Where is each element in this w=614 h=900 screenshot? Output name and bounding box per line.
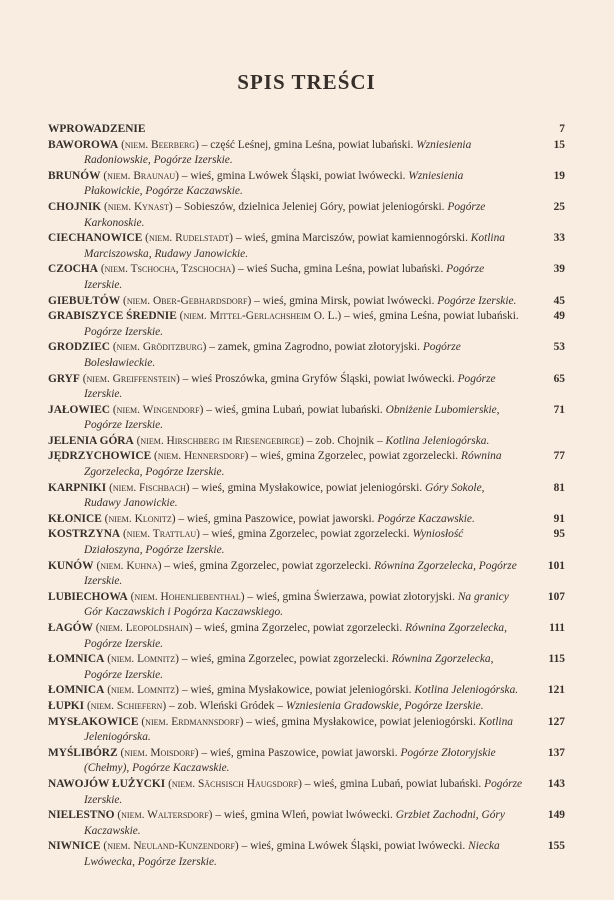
- toc-entry-description: – zob. Wleński Gródek –: [168, 699, 283, 712]
- toc-entry-name: CIECHANOWICE: [48, 232, 143, 245]
- toc-entry-text: [48, 746, 539, 777]
- toc-entry-region: Na granicy Gór Kaczawskich i Pogórza Kaczawskiego.: [84, 590, 509, 619]
- toc-entry-text: [48, 309, 539, 340]
- toc-entry-page-number: 111: [549, 622, 565, 634]
- toc-entry-description: – zob. Chojnik –: [306, 434, 383, 447]
- toc-entry-description: – wieś, gmina Paszowice, powiat jaworski.: [201, 746, 398, 759]
- toc-entry: [48, 839, 565, 870]
- toc-entry-region: Pogórze Kaczawskie.: [377, 512, 475, 525]
- toc-entry-german-name: (niem. Hohenliebenthal): [130, 590, 245, 603]
- toc-entry-name: GRABISZYCE ŚREDNIE: [48, 310, 177, 323]
- toc-entry-description: – zamek, gmina Zagrodno, powiat złotoryjski.: [209, 341, 420, 354]
- toc-entry-name: KUNÓW: [48, 559, 94, 572]
- toc-entry-name: JAŁOWIEC: [48, 403, 111, 416]
- toc-entry-name: GIEBUŁTÓW: [48, 294, 121, 307]
- toc-entry-region: Wzniesienia Gradowskie, Pogórze Izerskie.: [285, 699, 484, 712]
- toc-entry-page-number: 143: [547, 777, 565, 790]
- toc-entry-description: – wieś, gmina Leśna, powiat lubański.: [344, 310, 519, 323]
- toc-entry-name: JELENIA GÓRA: [48, 434, 134, 447]
- toc-entry-name: ŁAGÓW: [48, 622, 93, 634]
- toc-entry-description: – wieś, gmina Lubań, powiat lubański.: [206, 403, 383, 416]
- toc-entry: [48, 200, 565, 231]
- toc-entry-description: – część Leśnej, gmina Leśna, powiat lubański.: [201, 138, 414, 151]
- toc-entry-page-number: 101: [547, 559, 565, 572]
- toc-entry-page-number: 155: [547, 840, 565, 853]
- toc-entry: [48, 746, 565, 777]
- toc-entry: [48, 590, 565, 621]
- toc-entry: [48, 122, 565, 138]
- toc-entry-text: [48, 122, 539, 138]
- toc-entry-name: GRODZIEC: [48, 341, 111, 354]
- toc-entry-description: – wieś, gmina Paszowice, powiat jaworski.: [178, 512, 375, 525]
- toc-entry-text: [48, 372, 539, 403]
- toc-entry-german-name: (niem. Lomnitz): [107, 684, 179, 697]
- toc-entry-german-name: (niem. Neuland-Kunzendorf): [103, 840, 239, 853]
- toc-entry: [48, 527, 565, 558]
- toc-entry-region: Pogórze Złotoryjskie (Chełmy), Pogórze Kaczawskie.: [84, 746, 496, 775]
- toc-entry-name: ŁUPKI: [48, 699, 85, 712]
- toc-entry: [48, 699, 565, 715]
- toc-entry-german-name: (niem. Lomnitz): [107, 653, 179, 666]
- toc-entry-name: BAWOROWA: [48, 138, 119, 151]
- toc-entry: [48, 340, 565, 371]
- page-title: SPIS TREŚCI: [237, 70, 376, 94]
- toc-entry-region: Równina Zgorzelecka, Pogórze Izerskie.: [84, 559, 517, 588]
- toc-entry-description: – wieś, gmina Lwówek Śląski, powiat lwówecki.: [241, 840, 466, 853]
- toc-entry-text: [48, 512, 539, 528]
- toc-entry-region: Kotlina Jeleniogórska.: [385, 434, 490, 447]
- toc-entry-description: – wieś, gmina Zgorzelec, powiat zgorzelecki.: [202, 528, 410, 541]
- toc-entry-region: Wzniesienia Radoniowskie, Pogórze Izerskie.: [84, 138, 472, 167]
- toc-entry-german-name: (niem. Tschocha, Tzschocha): [100, 263, 236, 276]
- toc-entry-german-name: (niem. Kynast): [104, 200, 173, 213]
- toc-entry: [48, 652, 565, 683]
- toc-entry-region: Równina Zgorzelecka, Pogórze Izerskie.: [84, 653, 494, 681]
- toc-entry-text: [48, 138, 539, 169]
- toc-entry-german-name: (niem. Trattlau): [123, 528, 200, 541]
- toc-entry-name: KŁONICE: [48, 512, 102, 525]
- toc-entry-page-number: 137: [547, 746, 565, 759]
- toc-entry-page-number: 65: [553, 372, 565, 385]
- toc-entry-region: Obniżenie Lubomierskie, Pogórze Izerskie.: [84, 403, 500, 432]
- toc-entry-region: Równina Zgorzelecka, Pogórze Izerskie.: [84, 450, 502, 479]
- toc-entry-region: Pogórze Izerskie.: [84, 777, 523, 806]
- toc-entry-region: Pogórze Bolesławieckie.: [84, 341, 461, 369]
- toc-entry-description: – wieś, gmina Lubań, powiat lubański.: [304, 777, 482, 790]
- toc-entry-page-number: 33: [553, 232, 565, 245]
- toc-entry-german-name: (niem. Klonitz): [104, 512, 176, 525]
- toc-entry-german-name: (niem. Leopoldshain): [95, 622, 193, 634]
- toc-entry-german-name: (niem. Ober-Gebhardsdorf): [123, 294, 252, 307]
- toc-entry-text: [48, 715, 539, 746]
- toc-entry-text: [48, 481, 539, 512]
- toc-entry: [48, 449, 565, 480]
- toc-entry: [48, 372, 565, 403]
- toc-entry-page-number: 95: [553, 528, 565, 541]
- toc-entry: [48, 715, 565, 746]
- toc-entry-text: [48, 683, 539, 699]
- toc-entry-german-name: (niem. Mittel-Gerlachsheim O. L.): [179, 310, 342, 323]
- toc-entry-text: [48, 559, 539, 590]
- toc-entry-description: – Sobieszów, dzielnica Jeleniej Góry, powiat jeleniogórski.: [175, 200, 445, 213]
- toc-entry-description: – wieś, gmina Świerzawa, powiat złotoryjski.: [247, 590, 455, 603]
- toc-entry-name: NIELESTNO: [48, 809, 115, 822]
- toc-entry-german-name: (niem. Wingendorf): [112, 403, 204, 416]
- toc-entry-name: NAWOJÓW ŁUŻYCKI: [48, 777, 166, 790]
- toc-entry-description: – wieś Sucha, gmina Leśna, powiat lubański.: [238, 263, 444, 276]
- toc-entry: [48, 231, 565, 262]
- toc-entry-description: – wieś Proszówka, gmina Gryfów Śląski, powiat lwówecki.: [182, 372, 455, 385]
- toc-entry-text: [48, 449, 539, 480]
- toc-entry-region: Pogórze Izerskie.: [84, 372, 496, 401]
- toc-entry-german-name: (niem. Schiefern): [86, 699, 167, 712]
- toc-entry: [48, 403, 565, 434]
- toc-entry-text: [48, 527, 539, 558]
- toc-entry-description: – wieś, gmina Mysłakowice, powiat jeleniogórski.: [181, 684, 412, 697]
- toc-entry-name: MYŚLIBÓRZ: [48, 746, 118, 759]
- toc-entry-german-name: (niem. Hirschberg im Riesengebirge): [136, 434, 304, 447]
- toc-entry: [48, 294, 565, 310]
- toc-entry-region: Kotlina Jeleniogórska.: [414, 684, 519, 697]
- toc-entry-page-number: 39: [553, 263, 565, 276]
- toc-entry-description: – wieś, gmina Zgorzelec, powiat zgorzelecki.: [195, 622, 403, 634]
- toc-entry-german-name: (niem. Rudelstadt): [145, 232, 233, 245]
- toc-entry-description: – wieś, gmina Mysłakowice, powiat jeleniogórski.: [192, 481, 423, 494]
- toc-entry: [48, 481, 565, 512]
- toc-entry-description: – wieś, gmina Mirsk, powiat lwówecki.: [254, 294, 435, 307]
- toc-entry-text: [48, 590, 539, 621]
- toc-entry-text: [48, 652, 539, 683]
- toc-entry-description: – wieś, gmina Wleń, powiat lwówecki.: [215, 809, 393, 822]
- toc-entry-region: Równina Zgorzelecka, Pogórze Izerskie.: [84, 622, 507, 650]
- toc-entry-text: [48, 699, 539, 715]
- toc-entry-text: [48, 777, 539, 808]
- toc-entry-description: – wieś, gmina Lwówek Śląski, powiat lwówecki.: [181, 169, 406, 182]
- toc-entry-page-number: 45: [553, 294, 565, 307]
- toc-entry-text: [48, 434, 539, 450]
- toc-entry-region: Wzniesienia Płakowickie, Pogórze Kaczawskie.: [84, 169, 464, 198]
- toc-entry-german-name: (niem. Kuhna): [96, 559, 162, 572]
- toc-entry-text: [48, 839, 539, 870]
- toc-entry-page-number: 15: [553, 138, 565, 151]
- toc-entry-text: [48, 340, 539, 371]
- toc-entry: [48, 262, 565, 293]
- toc-entry-region: Grzbiet Zachodni, Góry Kaczawskie.: [84, 809, 505, 837]
- toc-entry-text: [48, 621, 539, 652]
- toc-entry: [48, 683, 565, 699]
- toc-entry-region: Wyniosłość Działoszyna, Pogórze Izerskie.: [84, 528, 464, 557]
- toc-entry-name: NIWNICE: [48, 840, 101, 853]
- toc-entry-name: KARPNIKI: [48, 481, 107, 494]
- toc-entry: [48, 434, 565, 450]
- toc-entry: [48, 138, 565, 169]
- toc-entry-text: [48, 403, 539, 434]
- toc-entry-text: [48, 294, 539, 310]
- toc-entry-region: Pogórze Izerskie.: [84, 263, 485, 291]
- toc-entry: [48, 777, 565, 808]
- toc-entry-description: – wieś, gmina Zgorzelec, powiat zgorzelecki.: [251, 450, 459, 463]
- toc-entry-text: [48, 200, 539, 231]
- toc-entry-german-name: (niem. Beerberg): [121, 138, 199, 151]
- toc-entry-region: Kotlina Jeleniogórska.: [84, 715, 513, 744]
- toc-entry-text: [48, 169, 539, 200]
- toc-entry: [48, 169, 565, 200]
- toc-entry-german-name: (niem. Sächsisch Haugsdorf): [168, 777, 302, 790]
- toc-entry-description: – wieś, gmina Marciszów, powiat kamiennogórski.: [235, 232, 468, 245]
- toc-entry-german-name: (niem. Greiffenstein): [82, 372, 180, 385]
- toc-entry-name: ŁOMNICA: [48, 653, 105, 666]
- toc-entry-page-number: 107: [547, 590, 565, 603]
- toc-entry-page-number: 49: [553, 310, 565, 323]
- toc-entry-name: CZOCHA: [48, 263, 98, 276]
- toc-entry-description: – wieś, gmina Zgorzelec, powiat zgorzelecki.: [181, 653, 389, 666]
- toc-entry-page-number: 121: [547, 684, 565, 697]
- toc-entry-page-number: 71: [553, 403, 565, 416]
- toc-entry-name: ŁOMNICA: [48, 684, 105, 697]
- toc-entry-name: JĘDRZYCHOWICE: [48, 450, 152, 463]
- toc-entry-name: KOSTRZYNA: [48, 528, 121, 541]
- toc-entry-region: Pogórze Izerskie.: [437, 294, 517, 307]
- toc-entry: [48, 621, 565, 652]
- toc-entry-german-name: (niem. Gröditzburg): [112, 341, 207, 354]
- toc-entry-german-name: (niem. Fischbach): [109, 481, 190, 494]
- toc-entry-text: [48, 262, 539, 293]
- toc-entry-description: – wieś, gmina Mysłakowice, powiat jeleniogórski.: [246, 715, 476, 728]
- toc-entry-german-name: (niem. Hennersdorf): [154, 450, 249, 463]
- toc-entry: [48, 559, 565, 590]
- toc-entry-german-name: (niem. Erdmannsdorf): [141, 715, 244, 728]
- toc-entry-page-number: 7: [559, 123, 565, 135]
- toc-entry: [48, 512, 565, 528]
- toc-entry-text: [48, 808, 539, 839]
- toc-entry: [48, 808, 565, 839]
- toc-entry-german-name: (niem. Braunau): [103, 169, 179, 182]
- toc-entry-page-number: 81: [553, 481, 565, 494]
- toc-entry-name: LUBIECHOWA: [48, 590, 128, 603]
- toc-entry-region: Niecka Lwówecka, Pogórze Izerskie.: [84, 840, 500, 868]
- toc-entry-page-number: 149: [547, 809, 565, 822]
- toc-entry-text: [48, 231, 539, 262]
- toc-entry-german-name: (niem. Moisdorf): [120, 746, 199, 759]
- toc-entry-page-number: 127: [547, 715, 565, 728]
- toc-entry-page-number: 19: [553, 169, 565, 182]
- toc-entry-name: GRYF: [48, 372, 80, 385]
- toc-entry-page-number: 53: [553, 341, 565, 354]
- toc-entry-name: MYSŁAKOWICE: [48, 715, 139, 728]
- toc-entry-german-name: (niem. Waltersdorf): [117, 809, 213, 822]
- toc-entry-region: Pogórze Izerskie.: [84, 325, 164, 338]
- toc-entry-region: Kotlina Marciszowska, Rudawy Janowickie.: [84, 232, 505, 260]
- toc-list: [48, 122, 565, 871]
- toc-entry-name: WPROWADZENIE: [48, 123, 146, 135]
- toc-entry-page-number: 91: [553, 512, 565, 525]
- toc-entry-region: Góry Sokole, Rudawy Janowickie.: [84, 481, 485, 510]
- toc-entry-page-number: 77: [553, 450, 565, 463]
- toc-entry: [48, 309, 565, 340]
- toc-entry-description: – wieś, gmina Zgorzelec, powiat zgorzelecki.: [164, 559, 372, 572]
- toc-entry-name: CHOJNIK: [48, 200, 102, 213]
- toc-entry-name: BRUNÓW: [48, 169, 101, 182]
- toc-entry-region: Pogórze Karkonoskie.: [84, 200, 486, 229]
- toc-entry-page-number: 25: [553, 200, 565, 213]
- toc-entry-page-number: 115: [548, 653, 565, 666]
